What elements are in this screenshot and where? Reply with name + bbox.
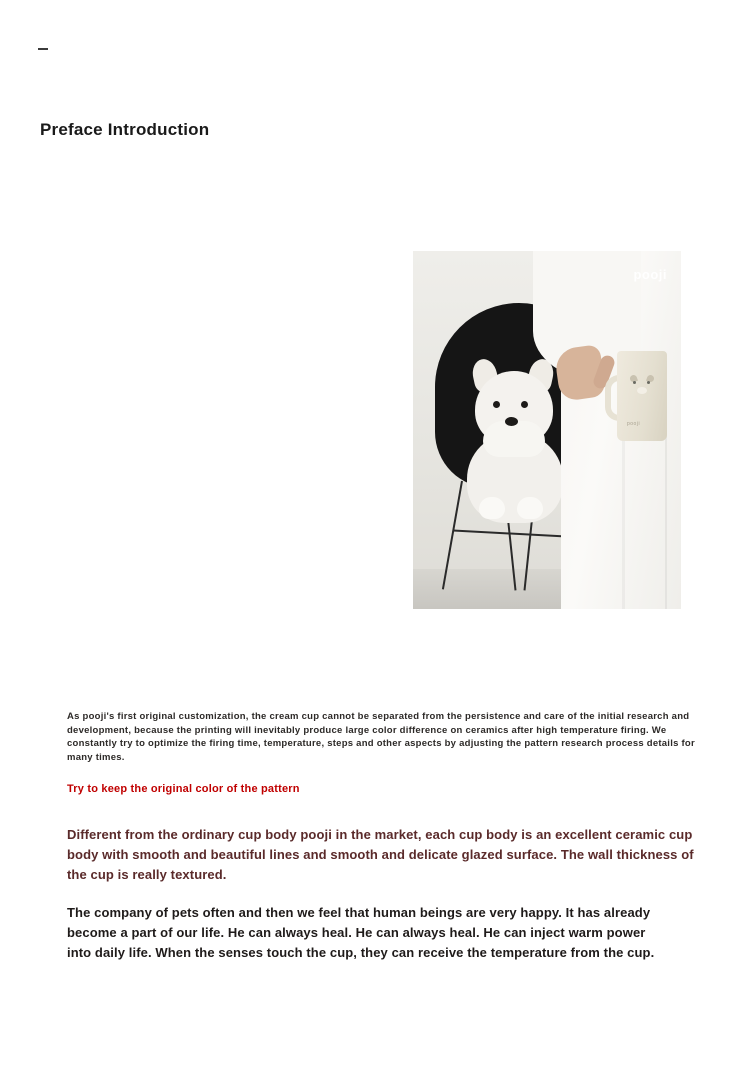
quality-paragraph: Different from the ordinary cup body pooji in the market, each cup body is an excellent ceramic cup body with smooth and beautiful lines and smooth and delicate glazed surface. The wall thickness of the cup is really textured. xyxy=(67,827,694,882)
highlight-paragraph: Try to keep the original color of the pattern xyxy=(67,783,300,795)
dash-marker xyxy=(38,48,48,50)
intro-paragraph: As pooji's first original customization, the cream cup cannot be separated from the persistence and care of the initial research and development, because the printing will inevitably produce large color difference on ceramics after high temperature firing. We constantly try to optimize the firing time, temperature, steps and other aspects by adjusting the pattern research process details for many times. xyxy=(67,711,695,763)
dog-eye-left xyxy=(493,401,500,408)
mug-dog-illustration xyxy=(631,379,653,397)
dog-eye-right xyxy=(521,401,528,408)
dog-muzzle xyxy=(483,421,545,457)
mug-dog-eye-right xyxy=(647,381,650,384)
product-photo xyxy=(413,251,681,609)
ceramic-mug xyxy=(609,351,669,441)
mug-dog-snout xyxy=(637,387,647,394)
dog-nose xyxy=(505,417,518,426)
companionship-paragraph: The company of pets often and then we feel that human beings are very happy. It has already become a part of our life. He can always heal. He can always heal. He can inject warm power into daily life. When the senses touch the cup, they can receive the temperature from the cup. xyxy=(67,905,655,960)
mug-dog-eye-left xyxy=(633,381,636,384)
dog-paw-left xyxy=(479,497,505,519)
dog-paw-right xyxy=(517,497,543,519)
mug-brand-label: pooji xyxy=(627,421,641,427)
page-title: Preface Introduction xyxy=(40,120,210,139)
photo-watermark: pooji xyxy=(633,267,667,282)
dog xyxy=(457,371,577,521)
